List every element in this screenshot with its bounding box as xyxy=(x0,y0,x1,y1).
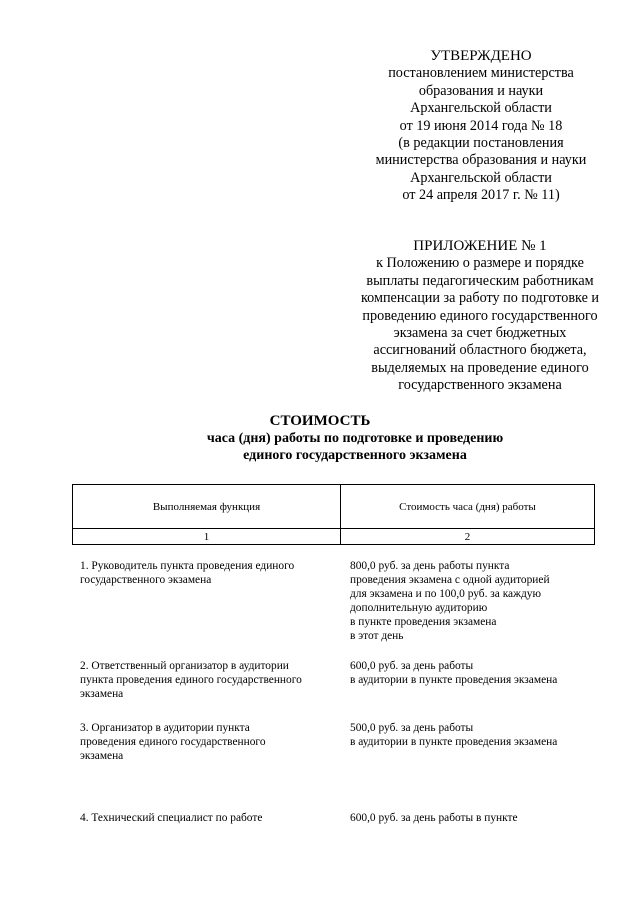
text-line: в этот день xyxy=(350,629,404,642)
approval-line: Архангельской области xyxy=(410,169,552,186)
approval-line: Архангельской области xyxy=(410,100,552,117)
row-2-cost xyxy=(350,660,620,688)
row-3-function xyxy=(80,722,342,764)
text-line: 600,0 руб. за день работы в пункте xyxy=(350,812,518,824)
appendix-line: компенсации за работу по подготовке и xyxy=(360,290,600,307)
row-1-cost xyxy=(350,560,620,643)
text-line: в аудитории в пункте проведения экзамена xyxy=(350,735,558,748)
appendix-title: ПРИЛОЖЕНИЕ № 1 xyxy=(413,238,547,254)
row-4-cost xyxy=(350,812,620,826)
text-line: проведения экзамена с одной аудиторией xyxy=(350,573,550,586)
text-line: 500,0 руб. за день работы xyxy=(350,722,474,734)
row-1-function xyxy=(80,560,342,588)
approval-line: от 19 июня 2014 года № 18 xyxy=(399,117,563,134)
subtitle-line: часа (дня) работы по подготовке и проведению xyxy=(206,431,504,446)
text-line: в аудитории в пункте проведения экзамена xyxy=(350,673,558,686)
text-line: государственного экзамена xyxy=(80,573,212,586)
text-line: в пункте проведения экзамена xyxy=(350,615,497,628)
table-number-row xyxy=(73,529,595,545)
approval-stamp xyxy=(352,48,610,205)
appendix-line: выплаты педагогическим работникам xyxy=(366,272,594,289)
appendix-line: к Положению о размере и порядке xyxy=(376,255,584,272)
approval-line: (в редакции постановления xyxy=(398,135,564,152)
appendix-line: ассигнований областного бюджета, xyxy=(373,342,587,359)
text-line: экзамена xyxy=(80,687,124,700)
row-2-function xyxy=(80,660,342,702)
text-line: дополнительную аудиторию xyxy=(350,601,488,614)
appendix-line: проведению единого государственного xyxy=(362,307,598,324)
appendix-line: экзамена за счет бюджетных xyxy=(393,325,567,342)
appendix-line: государственного экзамена xyxy=(398,377,562,394)
text-line: экзамена xyxy=(80,749,124,762)
text-line: 600,0 руб. за день работы xyxy=(350,660,474,672)
column-number: 2 xyxy=(341,529,595,545)
text-line: 800,0 руб. за день работы пункта xyxy=(350,560,510,572)
appendix-header xyxy=(330,238,630,395)
row-4-function xyxy=(80,812,342,826)
row-3-cost xyxy=(350,722,620,750)
text-line: 3. Организатор в аудитории пункта xyxy=(80,722,250,734)
text-line: 2. Ответственный организатор в аудитории xyxy=(80,660,289,672)
approval-line: постановлением министерства xyxy=(388,65,574,82)
appendix-line: выделяемых на проведение единого xyxy=(371,359,589,376)
approval-title: УТВЕРЖДЕНО xyxy=(430,48,532,64)
column-header-cost: Стоимость часа (дня) работы xyxy=(341,485,595,529)
text-line: 1. Руководитель пункта проведения единого xyxy=(80,560,295,572)
approval-line: министерства образования и науки xyxy=(375,152,587,169)
page-subtitle xyxy=(0,430,640,465)
page-title: СТОИМОСТЬ xyxy=(269,413,371,429)
approval-line: образования и науки xyxy=(418,82,544,99)
column-number: 1 xyxy=(73,529,341,545)
text-line: проведения единого государственного xyxy=(80,735,266,748)
column-header-function: Выполняемая функция xyxy=(73,485,341,529)
text-line: для экзамена и по 100,0 руб. за каждую xyxy=(350,587,541,600)
table-header-row xyxy=(73,485,595,529)
text-line: 4. Технический специалист по работе xyxy=(80,812,263,824)
text-line: пункта проведения единого государственного xyxy=(80,673,302,686)
approval-line: от 24 апреля 2017 г. № 11) xyxy=(402,187,560,204)
cost-table-header xyxy=(72,484,595,545)
subtitle-line: единого государственного экзамена xyxy=(243,448,467,464)
